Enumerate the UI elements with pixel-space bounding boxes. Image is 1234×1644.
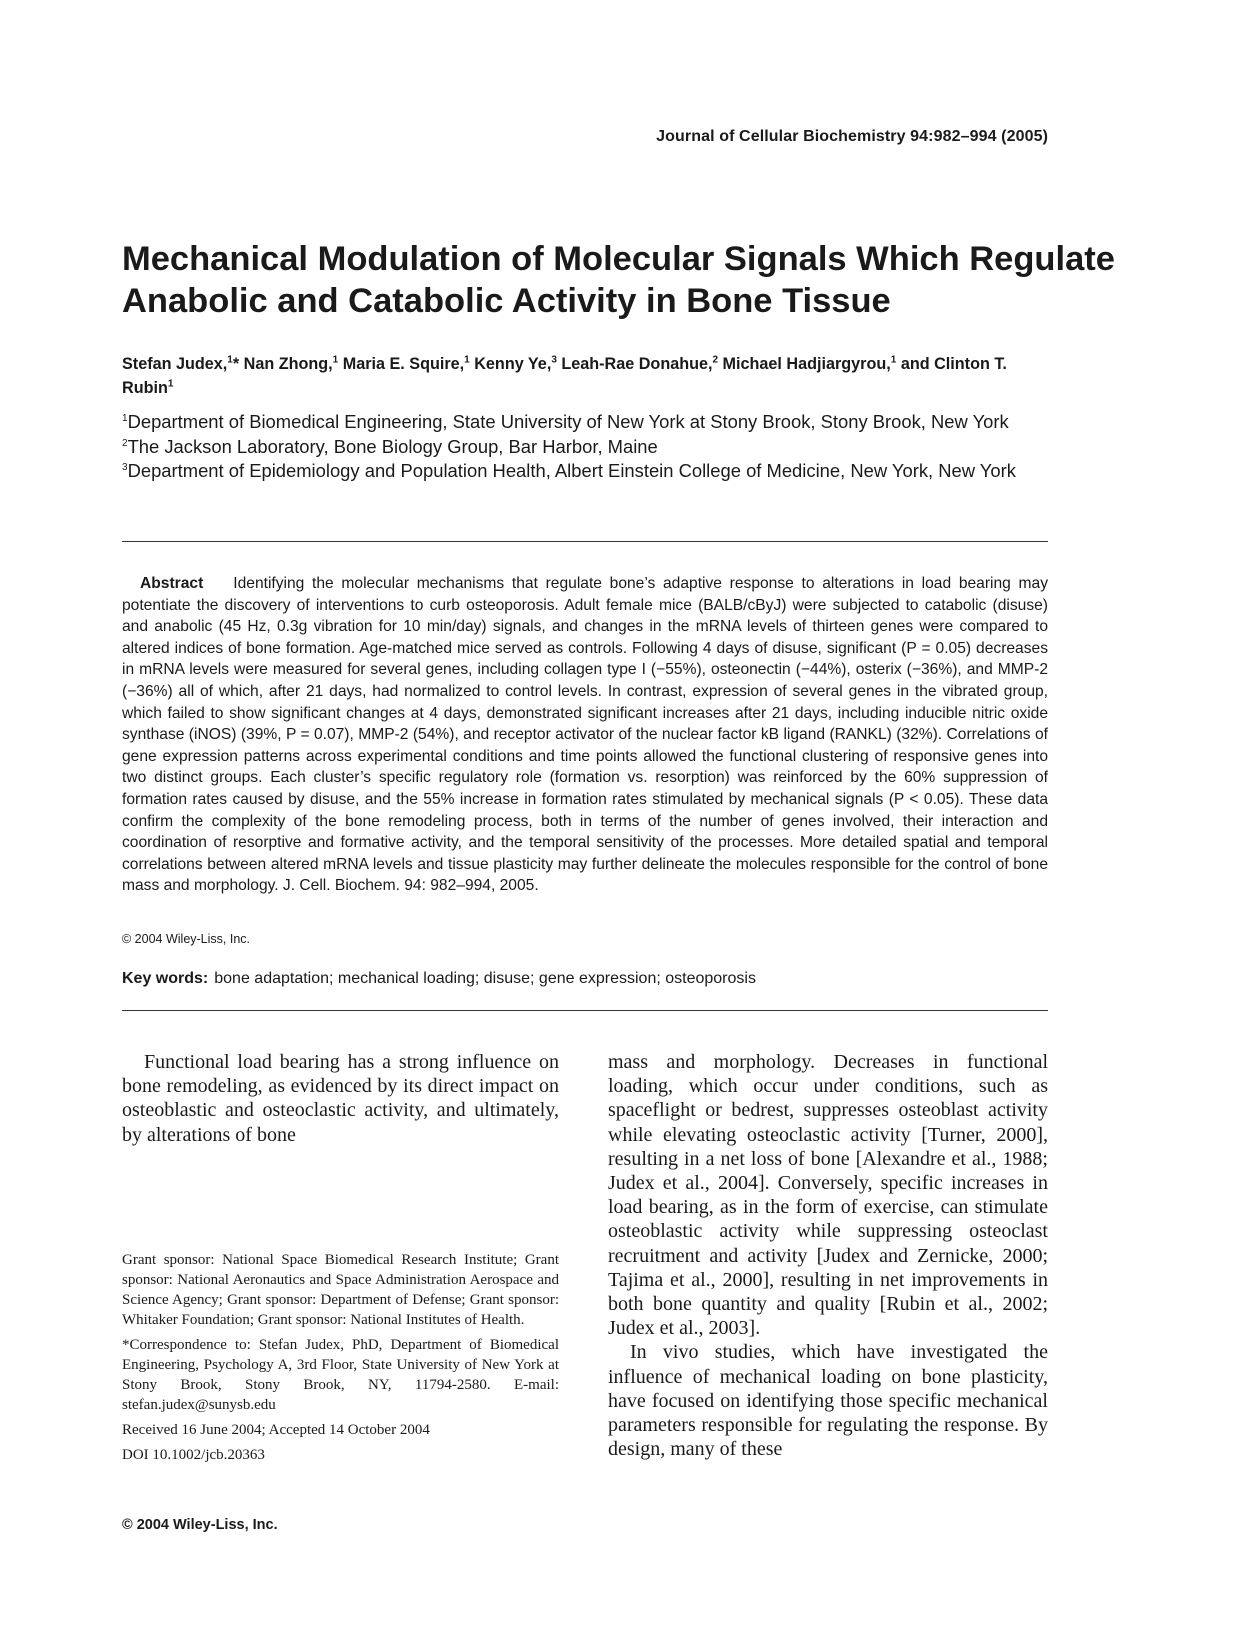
abstract-text: Identifying the molecular mechanisms that regulate bone’s adaptive response to alterations in load bearing may potentiate the discovery of interventions to curb osteoporosis. Adult female mice (BALB/cByJ) were subjected to catabolic (disuse) and anabolic (45 Hz, 0.3g vibration for 10 min/day) signals, and changes in the mRNA levels of thirteen genes were compared to altered indices of bone formation. Age-matched mice served as controls. Following 4 days of disuse, significant (P = 0.05) decreases in mRNA levels were measured for several genes, including collagen type I (−55%), osteonectin (−44%), osterix (−36%), and MMP-2 (−36%) all of which, after 21 days, had normalized to control levels. In contrast, expression of several genes in the vibrated group, which failed to show significant changes at 4 days, demonstrated significant increases after 21 days, including inducible nitric oxide synthase (iNOS) (39%, P = 0.07), MMP-2 (54%), and receptor activator of the nuclear factor kB ligand (RANKL) (32%). Correlations of gene expression patterns across experimental conditions and time points allowed the functional clustering of responsive genes into two distinct groups. Each cluster’s specific regulatory role (formation vs. resorption) was reinforced by the 60% suppression of formation rates caused by disuse, and the 55% increase in formation rates stimulated by mechanical signals (P < 0.05). These data confirm the complexity of the bone remodeling process, both in terms of the number of genes involved, their interaction and coordination of resorptive and formative activity, and the temporal sensitivity of the processes. More detailed spatial and temporal correlations between altered mRNA levels and tissue plasticity may further delineate the molecules responsible for the control of bone mass and morphology. J. Cell. Biochem. 94: 982–994, 2005.	[122, 575, 1048, 895]
body-paragraph: Functional load bearing has a strong influence on bone remodeling, as evidenced by its direct impact on osteoblastic and osteoclastic activity, and ultimately, by alterations of bone	[122, 1051, 559, 1146]
footnotes	[122, 1250, 559, 1470]
author-affiliation-mark: 1	[227, 354, 233, 366]
abstract-top-rule	[122, 541, 1048, 542]
keywords-bottom-rule	[122, 1010, 1048, 1011]
affiliation-list	[122, 410, 1052, 484]
author-name: Nan Zhong,	[239, 355, 333, 373]
keywords-text: bone adaptation; mechanical loading; disuse; gene expression; osteoporosis	[214, 970, 756, 987]
author-name: Stefan Judex,	[122, 355, 228, 373]
body-left-column	[122, 1050, 559, 1147]
author-name: and Clinton T. Rubin	[122, 355, 1007, 397]
body-paragraph: In vivo studies, which have investigated the influence of mechanical loading on bone plasticity, have focused on identifying those specific mechanical parameters responsible for regulating the response. By design, many of these	[608, 1341, 1048, 1461]
correspondence-footnote: *Correspondence to: Stefan Judex, PhD, Department of Biomedical Engineering, Psychology A, 3rd Floor, State University of New York at Stony Brook, Stony Brook, NY, 11794-2580. E-mail: stefan.judex@sunysb.edu	[122, 1337, 559, 1413]
author-affiliation-mark: 1	[167, 378, 174, 390]
doi: DOI 10.1002/jcb.20363	[122, 1447, 265, 1463]
abstract-copyright: © 2004 Wiley-Liss, Inc.	[122, 932, 251, 946]
author-affiliation-mark: 1	[332, 354, 339, 366]
affiliation	[122, 435, 1052, 460]
affiliation	[122, 459, 1052, 484]
footer-copyright: © 2004 Wiley-Liss, Inc.	[122, 1517, 278, 1533]
journal-reference: Journal of Cellular Biochemistry 94:982–994 (2005)	[656, 128, 1048, 145]
affiliation	[122, 410, 1052, 435]
author-affiliation-mark: 2	[712, 354, 719, 366]
abstract-heading: Abstract	[140, 575, 204, 592]
affiliation-mark: 3	[122, 461, 128, 473]
author-name: Kenny Ye,	[469, 355, 552, 373]
author-affiliation-mark: 1	[890, 354, 897, 366]
affiliation-text: Department of Biomedical Engineering, State University of New York at Stony Brook, Stony Brook, New York	[127, 411, 1009, 432]
corresponding-author-mark: *	[232, 355, 240, 373]
body-right-column	[608, 1050, 1048, 1461]
author-name: Leah-Rae Donahue,	[556, 355, 713, 373]
keywords-label: Key words:	[122, 970, 209, 987]
author-list	[122, 352, 1062, 400]
keywords	[122, 970, 756, 988]
abstract	[122, 573, 1048, 897]
affiliation-mark: 1	[122, 412, 128, 424]
paper-title: Mechanical Modulation of Molecular Signals Which Regulate Anabolic and Catabolic Activity in Bone Tissue	[122, 240, 1115, 320]
received-date: Received 16 June 2004; Accepted 14 October 2004	[122, 1422, 430, 1438]
affiliation-text: Department of Epidemiology and Population Health, Albert Einstein College of Medicine, New York, New York	[127, 460, 1016, 481]
body-paragraph: mass and morphology. Decreases in functional loading, which occur under conditions, such as spaceflight or bedrest, suppresses osteoblast activity while elevating osteoclastic activity [Turner, 2000], resulting in a net loss of bone [Alexandre et al., 1988; Judex et al., 2004]. Conversely, specific increases in load bearing, as in the form of exercise, can stimulate osteoblastic activity while suppressing osteoclast recruitment and activity [Judex and Zernicke, 2000; Tajima et al., 2000], resulting in net improvements in both bone quantity and quality [Rubin et al., 2002; Judex et al., 2003].	[608, 1051, 1048, 1340]
author-affiliation-mark: 1	[464, 354, 470, 366]
affiliation-mark: 2	[122, 437, 128, 449]
author-affiliation-mark: 3	[551, 354, 557, 366]
grant-footnote: Grant sponsor: National Space Biomedical Research Institute; Grant sponsor: National Aeronautics and Space Administration Aerospace and Science Agency; Grant sponsor: Department of Defense; Grant sponsor: Whitaker Foundation; Grant sponsor: National Institutes of Health.	[122, 1252, 559, 1328]
author-name: Maria E. Squire,	[338, 355, 465, 373]
author-name: Michael Hadjiargyrou,	[718, 355, 891, 373]
affiliation-text: The Jackson Laboratory, Bone Biology Group, Bar Harbor, Maine	[127, 435, 658, 457]
